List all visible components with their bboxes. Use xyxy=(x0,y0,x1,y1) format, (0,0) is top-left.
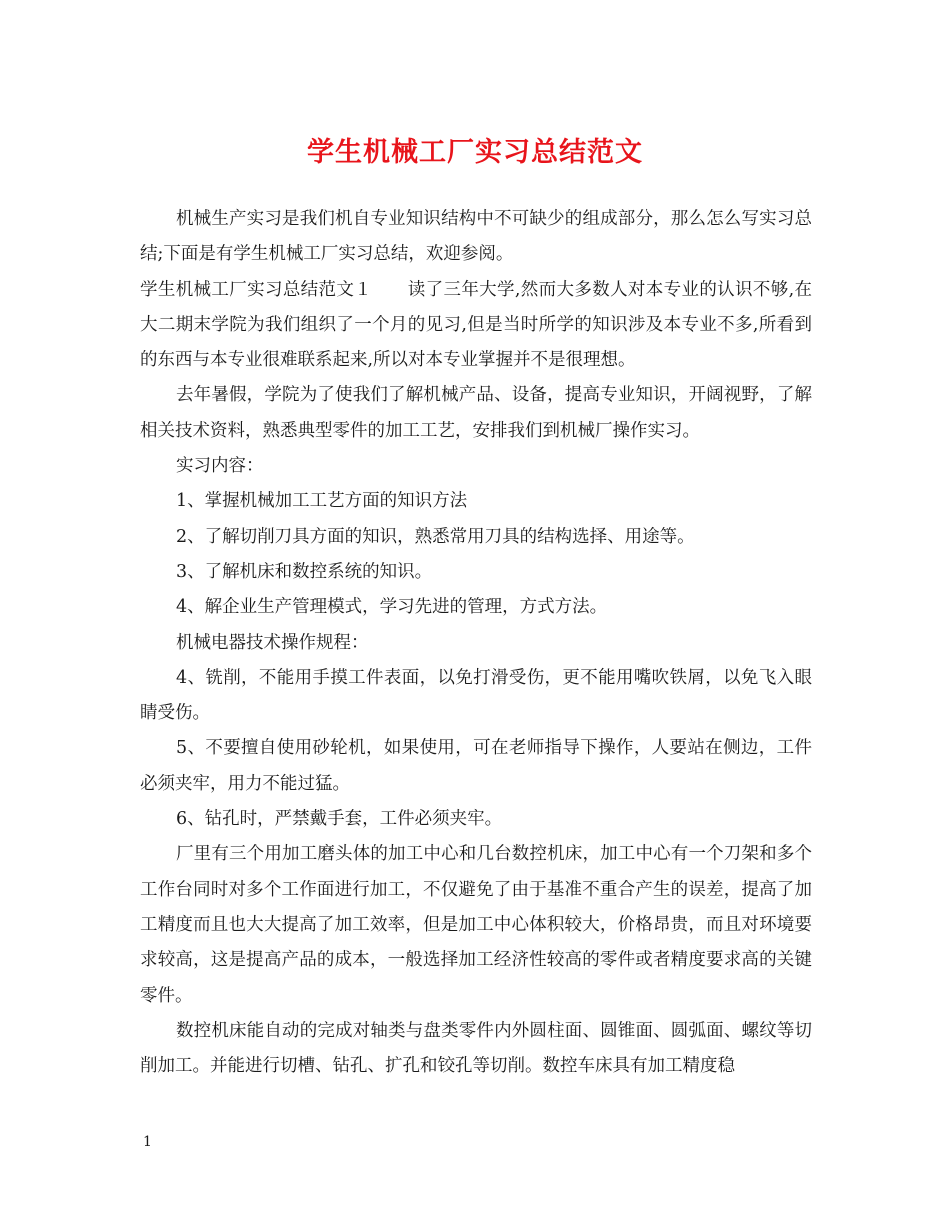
list-item: 4、铣削，不能用手摸工件表面，以免打滑受伤，更不能用嘴吹铁屑，以免飞入眼睛受伤。 xyxy=(140,667,812,724)
section-heading-internship-content: 实习内容： xyxy=(176,456,264,477)
list-item: 1、掌握机械加工工艺方面的知识方法 xyxy=(176,491,468,512)
paragraph-machining-center: 厂里有三个用加工磨头体的加工中心和几台数控机床，加工中心有一个刀架和多个工作台同时对多个工作面进行加工，不仅避免了由于基准不重合产生的误差，提高了加工精度而且也大大提高了加工效率，但是加工中心体积较大，价格昂贵，而且对环境要求较高，这是提高产品的成本，一般选择加工经济性较高的零件或者精度要求高的关键零件。 xyxy=(140,844,812,1006)
page-title: 学生机械工厂实习总结范文 xyxy=(307,137,643,168)
list-item: 3、了解机床和数控系统的知识。 xyxy=(176,561,433,582)
paragraph-intro: 机械生产实习是我们机自专业知识结构中不可缺少的组成部分，那么怎么写实习总结;下面是有学生机械工厂实习总结，欢迎参阅。 xyxy=(140,209,812,265)
section-heading-operating-rules: 机械电器技术操作规程： xyxy=(176,632,369,653)
list-item: 4、解企业生产管理模式，学习先进的管理，方式方法。 xyxy=(176,597,608,618)
document-body xyxy=(140,202,812,1084)
paragraph-2: 去年暑假，学院为了使我们了解机械产品、设备，提高专业知识，开阔视野，了解相关技术资料，熟悉典型零件的加工工艺，安排我们到机械厂操作实习。 xyxy=(140,385,812,441)
list-item: 6、钻孔时，严禁戴手套，工件必须夹牢。 xyxy=(176,809,503,830)
paragraph-1: 学生机械工厂实习总结范文１ 读了三年大学,然而大多数人对本专业的认识不够,在大二期末学院为我们组织了一个月的见习,但是当时所学的知识涉及本专业不多,所看到的东西与本专业很难联系起来,所以对本专业掌握并不是很理想。 xyxy=(140,279,812,371)
list-item: 2、了解切削刀具方面的知识，熟悉常用刀具的结构选择、用途等。 xyxy=(176,526,695,547)
list-item: 5、不要擅自使用砂轮机，如果使用，可在老师指导下操作，人要站在侧边，工件必须夹牢，用力不能过猛。 xyxy=(140,738,812,794)
paragraph-cnc-lathe: 数控机床能自动的完成对轴类与盘类零件内外圆柱面、圆锥面、圆弧面、螺纹等切削加工。并能进行切槽、钻孔、扩孔和铰孔等切削。数控车床具有加工精度稳 xyxy=(140,1020,812,1077)
page-number: 1 xyxy=(143,1134,152,1150)
